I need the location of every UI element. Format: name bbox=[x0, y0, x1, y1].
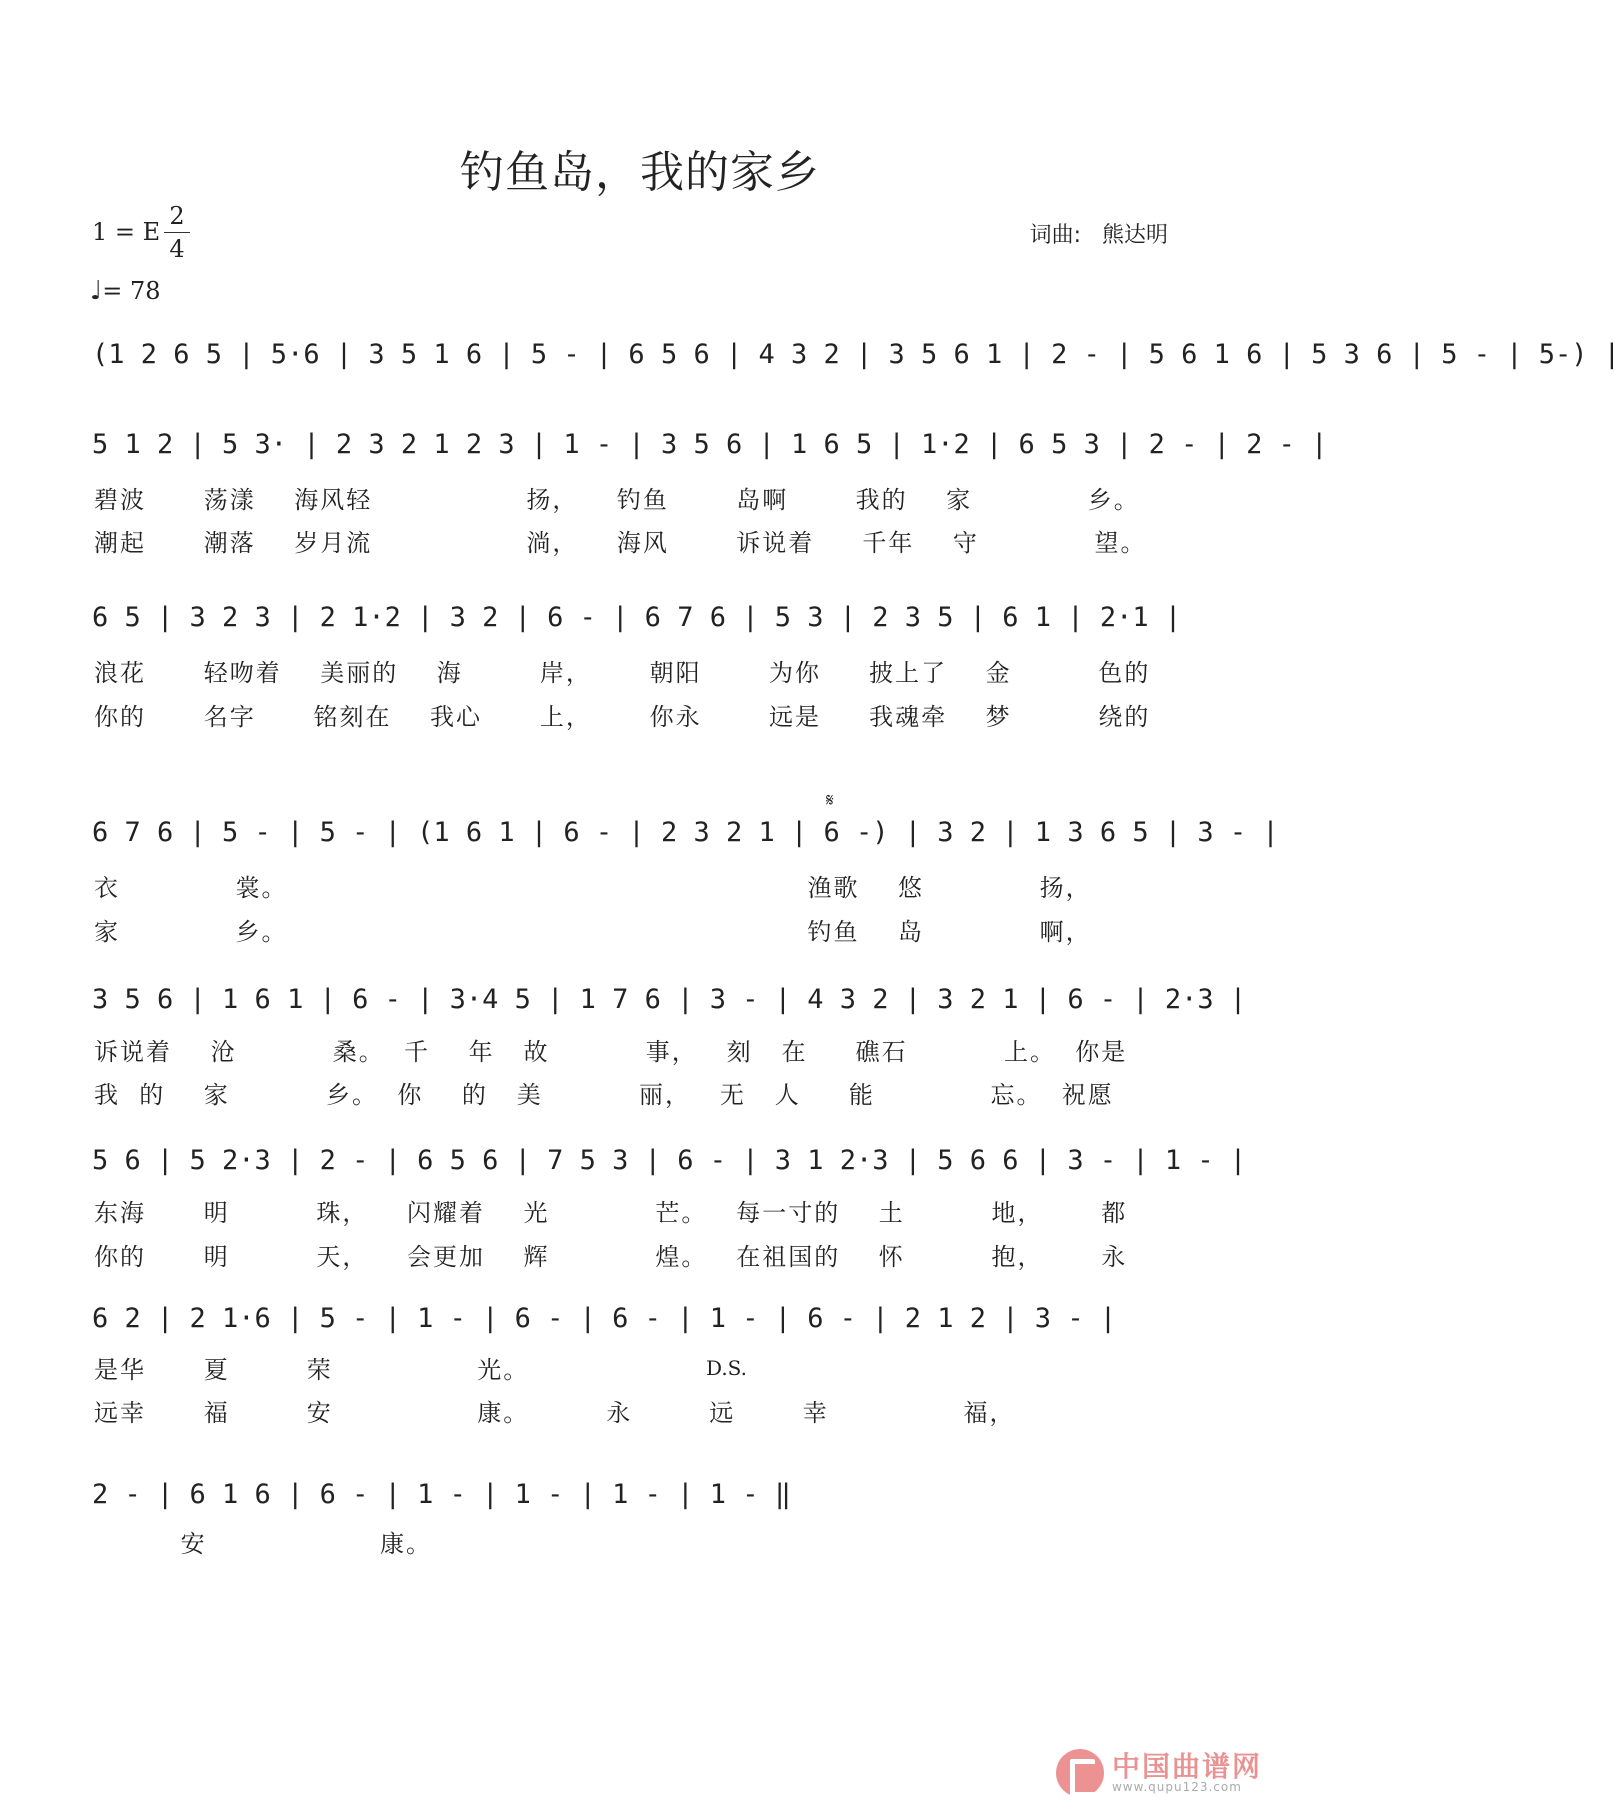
composer-credit: 词曲: 熊达明 bbox=[1029, 223, 1168, 248]
lyric-line-7a: 是华 夏 荣 光。 bbox=[94, 1356, 530, 1384]
tempo-marking bbox=[90, 276, 161, 306]
time-signature bbox=[164, 200, 190, 265]
notation-line-7 bbox=[92, 1294, 1182, 1344]
notes-5: 3 5 6 | 1 6 1 | 6 - | 3·4 5 | 1 7 6 | 3 - | 4 3 2 | 3 2 1 | 6 - | 2·3 | bbox=[92, 984, 1247, 1015]
notes-4: 6 7 6 | 5 - | 5 - | (1 6 1 | 6 - | 2 3 2 1 | 6 -) | 3 2 | 1 3 6 5 | 3 - | bbox=[92, 817, 1279, 848]
ds-marking: D.S. bbox=[706, 1356, 748, 1380]
site-watermark bbox=[1056, 1749, 1262, 1797]
lyric-line-2b: 潮起 潮落 岁月流 淌， 海风 诉说着 千年 守 望。 bbox=[94, 529, 1147, 557]
tempo-value: = 78 bbox=[102, 277, 161, 305]
notes-3: 6 5 | 3 2 3 | 2 1·2 | 3 2 | 6 - | 6 7 6 | 5 3 | 2 3 5 | 6 1 | 2·1 | bbox=[92, 602, 1182, 633]
watermark-url: www.qupu123.com bbox=[1111, 1780, 1242, 1795]
site-logo-icon bbox=[1056, 1749, 1104, 1797]
time-signature-top: 2 bbox=[169, 202, 185, 230]
lyric-line-6a: 东海 明 珠， 闪耀着 光 芒。 每一寸的 土 地， 都 bbox=[94, 1199, 1128, 1227]
notation-line-5 bbox=[92, 975, 1247, 1025]
segno-icon: 𝄋 bbox=[826, 790, 834, 811]
notation-line-6 bbox=[92, 1136, 1247, 1186]
watermark-name: 中国曲谱网 bbox=[1111, 1750, 1262, 1783]
key-signature: 1 = E bbox=[92, 218, 161, 246]
lyric-line-2a: 碧波 荡漾 海风轻 扬， 钓鱼 岛啊 我的 家 乡。 bbox=[94, 486, 1140, 514]
page-title: 钓鱼岛，我的家乡 bbox=[460, 147, 820, 198]
notation-line-1 bbox=[92, 330, 1620, 380]
lyric-line-3b: 你的 名字 铭刻在 我心 上， 你永 远是 我魂牵 梦 绕的 bbox=[94, 703, 1151, 731]
lyric-line-3a: 浪花 轻吻着 美丽的 海 岸， 朝阳 为你 披上了 金 色的 bbox=[94, 659, 1151, 687]
time-signature-bottom: 4 bbox=[164, 232, 190, 265]
notation-line-8 bbox=[92, 1470, 791, 1520]
lyric-line-7b: 远幸 福 安 康。 永 远 幸 福， bbox=[94, 1399, 1016, 1427]
lyric-line-6b: 你的 明 天， 会更加 辉 煌。 在祖国的 怀 抱， 永 bbox=[94, 1243, 1128, 1271]
lyric-line-4a: 衣 裳。 渔歌 悠 扬， bbox=[94, 874, 1092, 902]
quarter-note-icon: ♩ bbox=[90, 276, 103, 306]
notes-1: (1 2 6 5 | 5·6 | 3 5 1 6 | 5 - | 6 5 6 | 4 3 2 | 3 5 6 1 | 2 - | 5 6 1 6 | 5 3 6 | 5 - | 5-) | bbox=[92, 339, 1620, 370]
notes-6: 5 6 | 5 2·3 | 2 - | 6 5 6 | 7 5 3 | 6 - | 3 1 2·3 | 5 6 6 | 3 - | 1 - | bbox=[92, 1145, 1247, 1176]
notation-line-2 bbox=[92, 420, 1328, 470]
lyric-line-5a: 诉说着 沧 桑。 千 年 故 事， 刻 在 礁石 上。 你是 bbox=[94, 1038, 1128, 1066]
lyric-line-8a: 安 康。 bbox=[94, 1530, 432, 1558]
notes-8: 2 - | 6 1 6 | 6 - | 1 - | 1 - | 1 - | 1 - ‖ bbox=[92, 1479, 791, 1510]
notation-line-3 bbox=[92, 593, 1182, 643]
notation-line-4 bbox=[92, 808, 1279, 858]
notes-2: 5 1 2 | 5 3· | 2 3 2 1 2 3 | 1 - | 3 5 6 | 1 6 5 | 1·2 | 6 5 3 | 2 - | 2 - | bbox=[92, 429, 1328, 460]
lyric-line-5b: 我 的 家 乡。 你 的 美 丽， 无 人 能 忘。 祝愿 bbox=[94, 1081, 1114, 1109]
lyric-line-4b: 家 乡。 钓鱼 岛 啊， bbox=[94, 918, 1092, 946]
notes-7: 6 2 | 2 1·6 | 5 - | 1 - | 6 - | 6 - | 1 - | 6 - | 2 1 2 | 3 - | bbox=[92, 1303, 1117, 1334]
